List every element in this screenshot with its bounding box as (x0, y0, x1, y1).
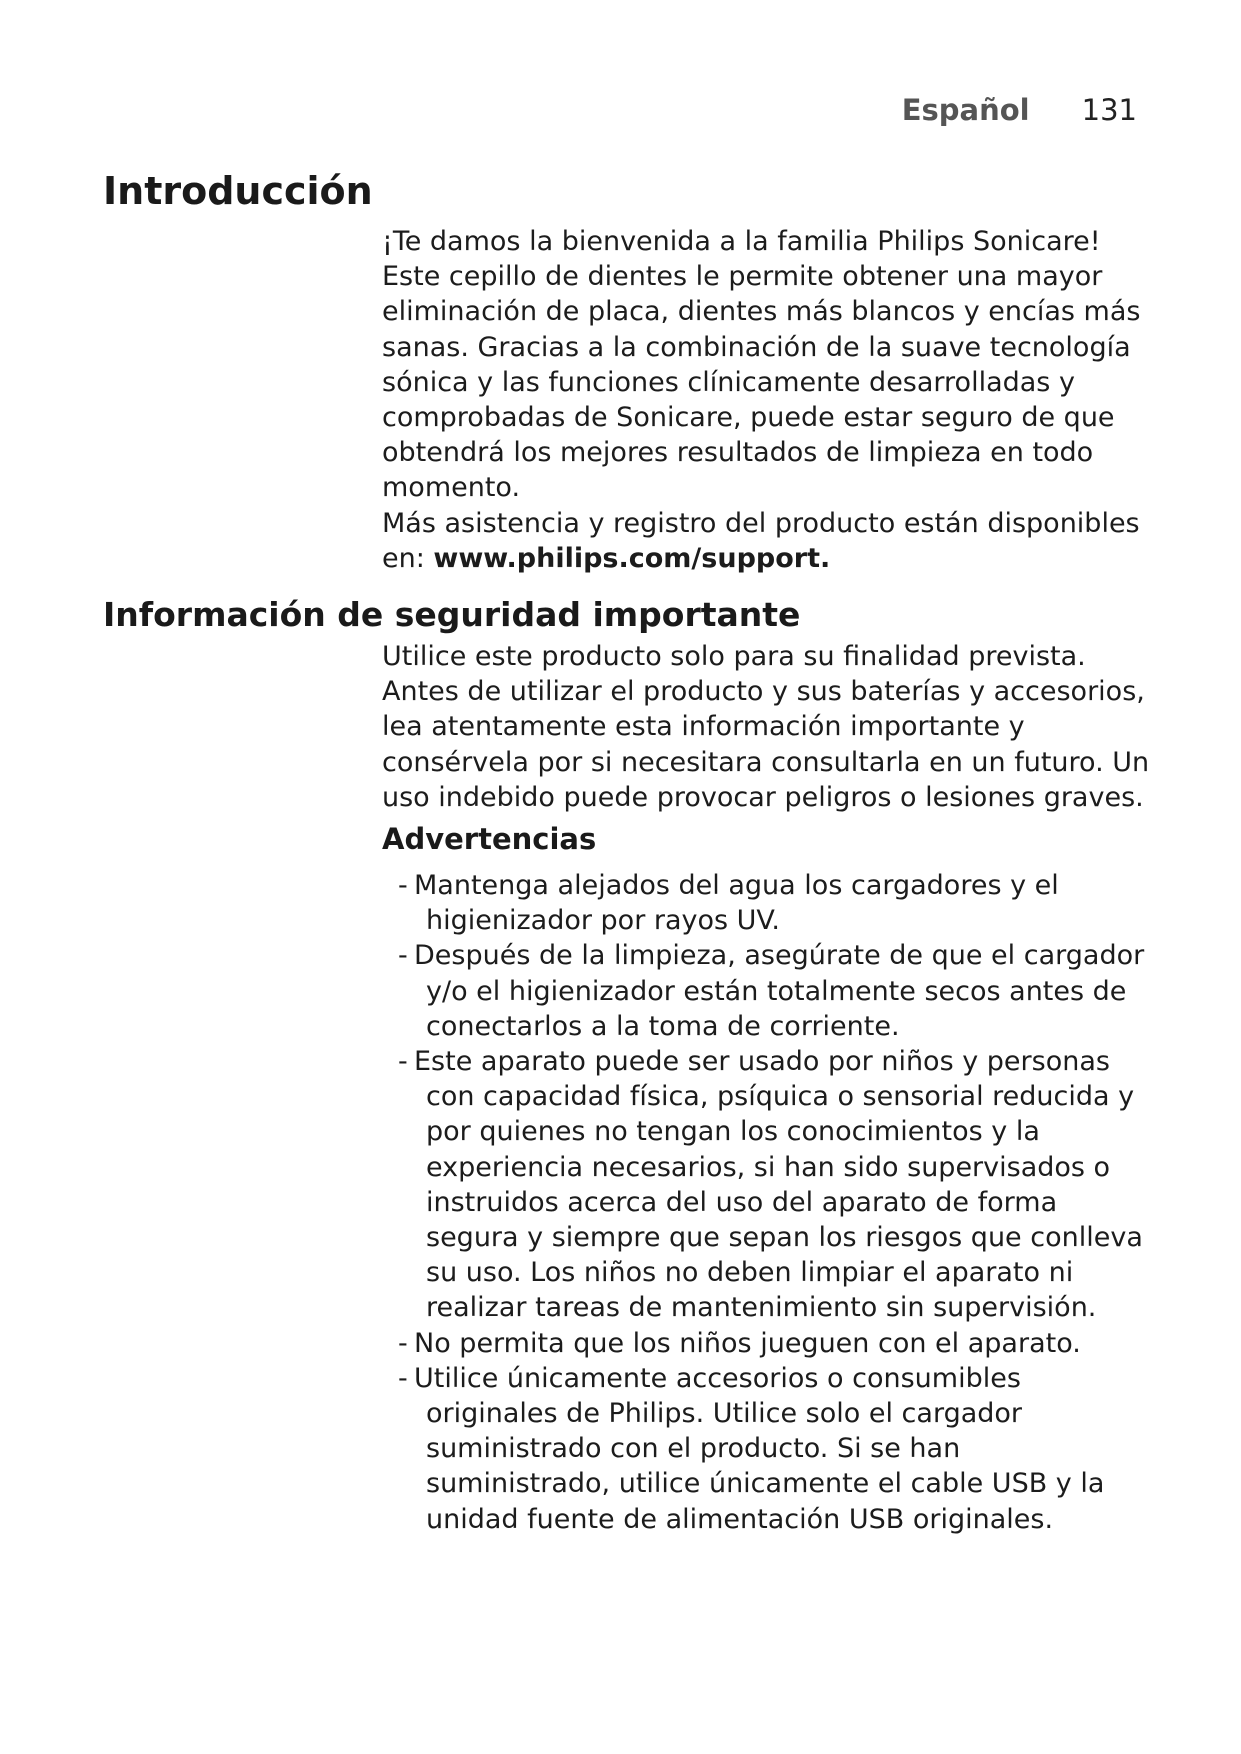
safety-body (382, 639, 1152, 1537)
intro-line: sónica y las funciones clínicamente desarrolladas y (382, 366, 1075, 398)
warning-item (382, 868, 1152, 938)
intro-line: sanas. Gracias a la combinación de la suave tecnología (382, 331, 1131, 363)
support-line: Más asistencia y registro del producto están disponibles (382, 507, 1140, 539)
bullet-dash: - (398, 1046, 408, 1078)
safety-heading: Información de seguridad importante (103, 595, 801, 634)
warning-text: No permita que los niños jueguen con el aparato. (414, 1327, 1081, 1359)
warning-text: Mantenga alejados del agua los cargadores y el higienizador por rayos UV. (414, 870, 1059, 937)
intro-line: momento. (382, 472, 521, 504)
warning-item (382, 938, 1152, 1044)
warning-item (382, 1361, 1152, 1537)
warning-item (382, 1044, 1152, 1326)
warning-text: Este aparato puede ser usado por niños y personas con capacidad física, psíquica o sensorial reducida y por quienes no tengan los conocimientos y la experiencia necesarios, si han sido supervisados o instruidos acerca del uso del aparato de forma segura y siempre que sepan los riesgos que conlleva su uso. Los niños no deben limpiar el aparato ni realizar tareas de mantenimiento sin supervisión. (414, 1046, 1143, 1324)
page-number: 131 (1081, 93, 1137, 127)
warning-text: Después de la limpieza, asegúrate de que el cargador y/o el higienizador están totalmente secos antes de conectarlos a la toma de corriente. (414, 940, 1145, 1042)
support-line-url (382, 541, 1152, 576)
safety-line: lea atentamente esta información importante y (382, 711, 1025, 743)
language-label: Español (901, 93, 1030, 127)
warning-item (382, 1326, 1152, 1361)
warnings-list (382, 868, 1152, 1537)
safety-line: uso indebido puede provocar peligros o lesiones graves. (382, 781, 1144, 813)
bullet-dash: - (398, 940, 408, 972)
bullet-dash: - (398, 1362, 408, 1394)
intro-line: comprobadas de Sonicare, puede estar seguro de que (382, 402, 1115, 434)
support-paragraph (382, 506, 1152, 576)
intro-line: ¡Te damos la bienvenida a la familia Philips Sonicare! (382, 226, 1101, 257)
safety-line: Utilice este producto solo para su finalidad prevista. (382, 641, 1086, 672)
bullet-dash: - (398, 870, 408, 902)
support-prefix: en: (382, 542, 434, 574)
introduction-heading: Introducción (103, 169, 373, 213)
warnings-heading: Advertencias (382, 822, 597, 857)
introduction-body (382, 224, 1152, 576)
safety-line: consérvela por si necesitara consultarla en un futuro. Un (382, 746, 1150, 778)
safety-line: Antes de utilizar el producto y sus baterías y accesorios, (382, 676, 1145, 708)
intro-line: obtendrá los mejores resultados de limpieza en todo (382, 437, 1094, 469)
safety-paragraph (382, 639, 1152, 815)
intro-line: Este cepillo de dientes le permite obtener una mayor (382, 261, 1103, 293)
warning-text: Utilice únicamente accesorios o consumibles originales de Philips. Utilice solo el cargador suministrado con el producto. Si se han suministrado, utilice únicamente el cable USB y la unidad fuente de alimentación USB originales. (414, 1362, 1105, 1535)
introduction-paragraph (382, 224, 1152, 506)
intro-line: eliminación de placa, dientes más blancos y encías más (382, 296, 1141, 328)
page-header (901, 93, 1137, 127)
bullet-dash: - (398, 1327, 408, 1359)
support-link[interactable]: www.philips.com/support. (433, 542, 831, 574)
